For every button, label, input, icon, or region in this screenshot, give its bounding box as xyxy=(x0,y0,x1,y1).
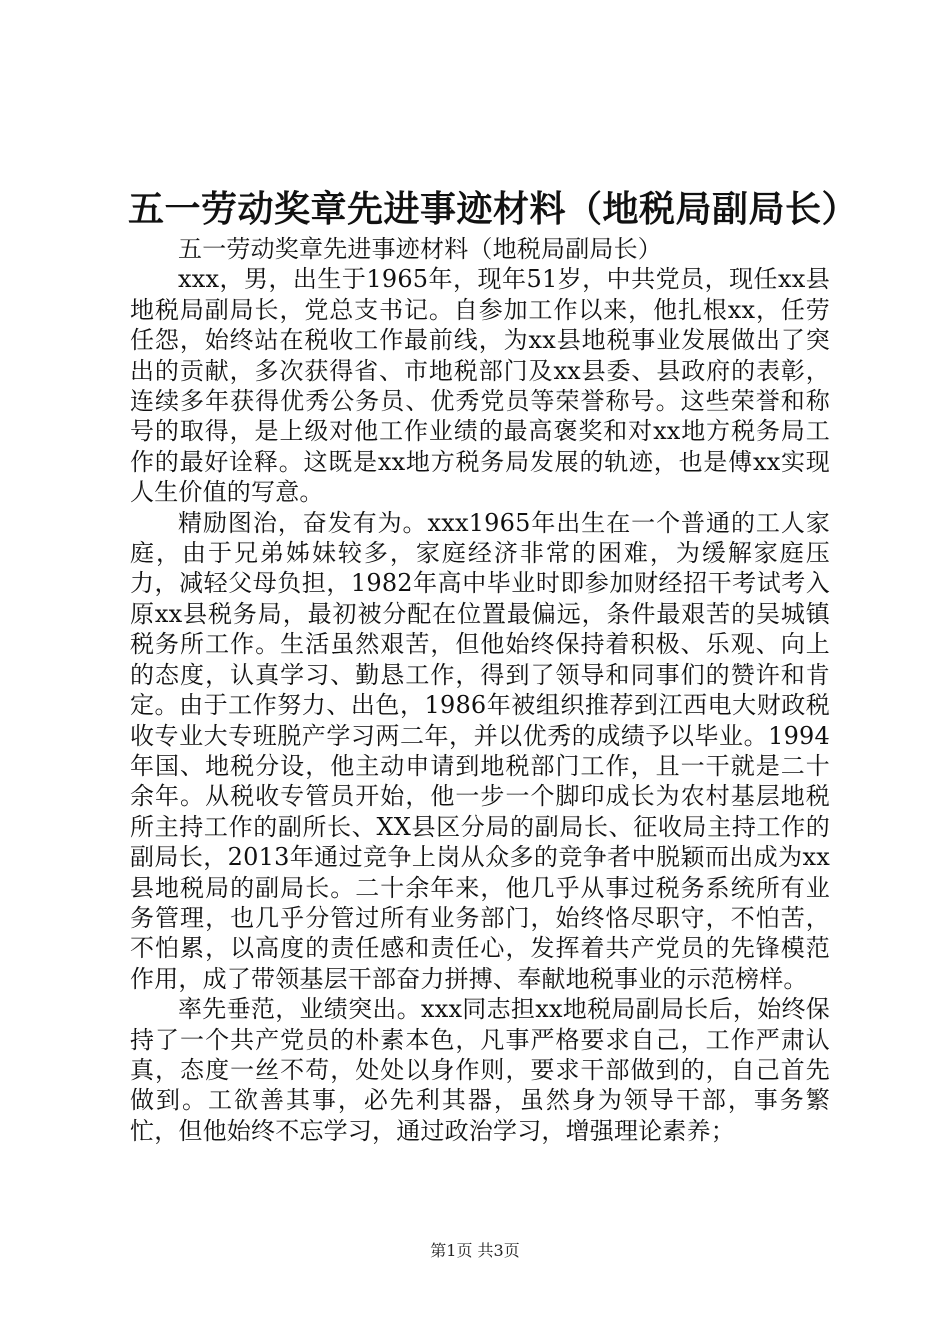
subtitle-line: 五一劳动奖章先进事迹材料（地税局副局长） xyxy=(178,235,662,263)
paragraph-career: 精励图治，奋发有为。xxx1965年出生在一个普通的工人家庭，由于兄弟姊妹较多，家庭经济非常的困难，为缓解家庭压力，减轻父母负担，1982年高中毕业时即参加财经招干考试考入原xx县税务局，最初被分配在位置最偏远，条件最艰苦的吴城镇税务所工作。生活虽然艰苦，但他始终保持着积极、乐观、向上的态度，认真学习、勤恳工作，得到了领导和同事们的赞许和肯定。由于工作努力、出色，1986年被组织推荐到江西电大财政税收专业大专班脱产学习两二年，并以优秀的成绩予以毕业。1994年国、地税分设，他主动申请到地税部门工作，且一干就是二十余年。从税收专管员开始，他一步一个脚印成长为农村基层地税所主持工作的副所长、XX县区分局的副局长、征收局主持工作的副局长，2013年通过竞争上岗从众多的竞争者中脱颖而出成为xx县地税局的副局长。二十余年来，他几乎从事过税务系统所有业务管理，也几乎分管过所有业务部门，始终恪尽职守，不怕苦，不怕累，以高度的责任感和责任心，发挥着共产党员的先锋模范作用，成了带领基层干部奋力拼搏、奉献地税事业的示范榜样。 xyxy=(130,508,830,993)
page-number-footer: 第1页 共3页 xyxy=(430,1241,520,1260)
paragraph-achievements: 率先垂范，业绩突出。xxx同志担xx地税局副局长后，始终保持了一个共产党员的朴素本色，凡事严格要求自己，工作严肃认真，态度一丝不苟，处处以身作则，要求干部做到的，自己首先做到。工欲善其事，必先利其器，虽然身为领导干部，事务繁忙，但他始终不忘学习，通过政治学习，增强理论素养； xyxy=(130,995,830,1145)
document-body xyxy=(130,234,830,1146)
paragraph-intro: xxx，男，出生于1965年，现年51岁，中共党员，现任xx县地税局副局长，党总支书记。自参加工作以来，他扎根xx，任劳任怨，始终站在税收工作最前线，为xx县地税事业发展做出了突出的贡献，多次获得省、市地税部门及xx县委、县政府的表彰，连续多年获得优秀公务员、优秀党员等荣誉称号。这些荣誉和称号的取得，是上级对他工作业绩的最高褒奖和对xx地方税务局工作的最好诠释。这既是xx地方税务局发展的轨迹，也是傅xx实现人生价值的写意。 xyxy=(130,265,830,507)
document-title: 五一劳动奖章先进事迹材料（地税局副局长） xyxy=(128,189,859,230)
